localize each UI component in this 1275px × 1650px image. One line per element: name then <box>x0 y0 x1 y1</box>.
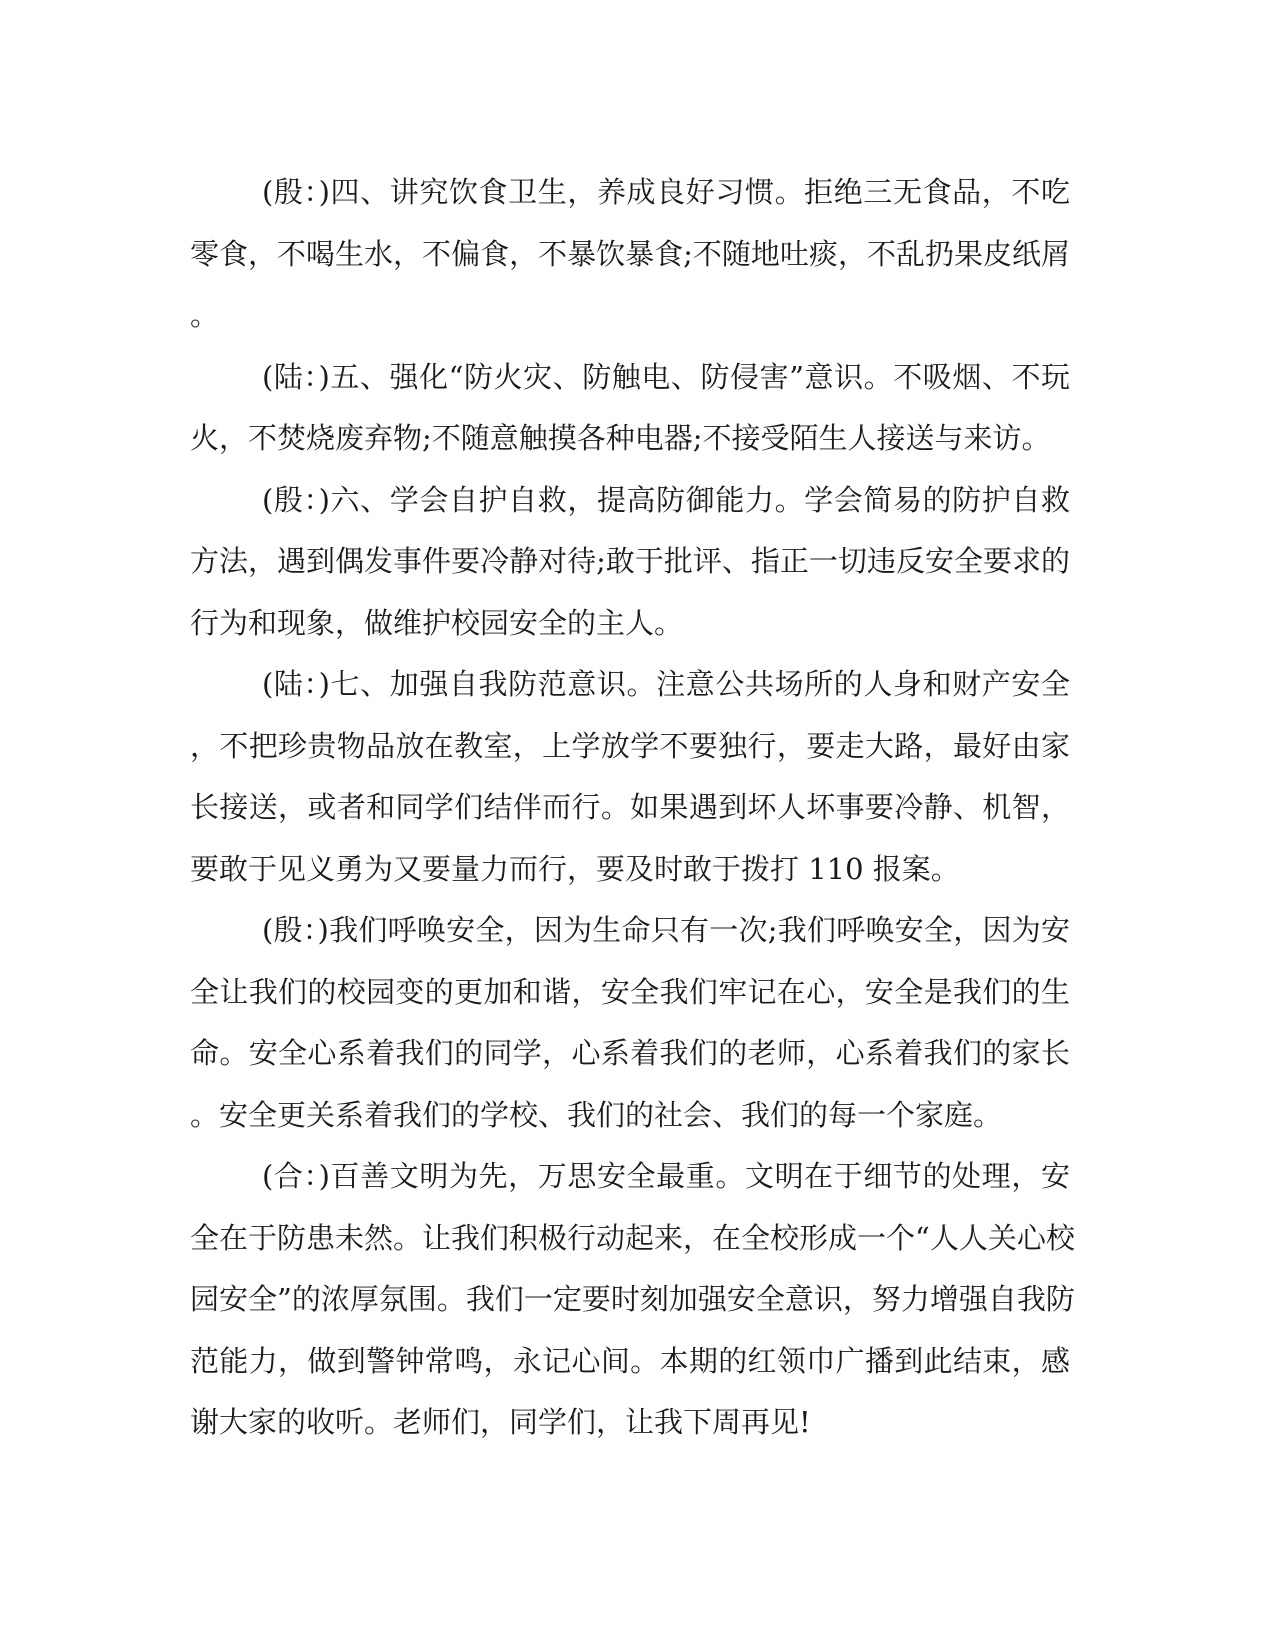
text-line: 要敢于见义勇为又要量力而行，要及时敢于拨打 110 报案。 <box>190 851 960 886</box>
text-line: (殷：)六、学会自护自救，提高防御能力。学会简易的防护自救 <box>262 482 1070 517</box>
paragraph-hygiene <box>190 162 1070 347</box>
text-line: 全在于防患未然。让我们积极行动起来，在全校形成一个“人人关心校 <box>190 1220 1075 1255</box>
text-line: 谢大家的收听。老师们，同学们，让我下周再见! <box>190 1405 811 1439</box>
text-line: ，不把珍贵物品放在教室，上学放学不要独行，要走大路，最好由家 <box>190 728 1070 763</box>
text-line: (殷：)四、讲究饮食卫生，养成良好习惯。拒绝三无食品，不吃 <box>262 175 1070 209</box>
text-line: 范能力，做到警钟常鸣，永记心间。本期的红领巾广播到此结束，感 <box>190 1343 1070 1378</box>
text-line: 。 <box>190 298 220 332</box>
text-line: 命。安全心系着我们的同学，心系着我们的老师，心系着我们的家长 <box>190 1036 1070 1070</box>
paragraph-closing <box>190 1146 1075 1454</box>
text-line: 火，不焚烧废弃物;不随意触摸各种电器;不接受陌生人接送与来访。 <box>190 421 1051 455</box>
text-line: (陆：)七、加强自我防范意识。注意公共场所的人身和财产安全 <box>262 667 1070 701</box>
document-body <box>190 162 1075 1454</box>
text-line: (陆：)五、强化“防火灾、防触电、防侵害”意识。不吸烟、不玩 <box>262 359 1070 394</box>
paragraph-fire-safety <box>190 347 1070 470</box>
paragraph-self-rescue <box>190 470 1070 655</box>
text-line: 全让我们的校园变的更加和谐，安全我们牢记在心，安全是我们的生 <box>190 974 1070 1009</box>
text-line: 零食，不喝生水，不偏食，不暴饮暴食;不随地吐痰，不乱扔果皮纸屑 <box>190 236 1070 271</box>
paragraph-call-for-safety <box>190 900 1070 1146</box>
text-line: 长接送，或者和同学们结伴而行。如果遇到坏人坏事要冷静、机智， <box>190 790 1070 824</box>
text-line: 。安全更关系着我们的学校、我们的社会、我们的每一个家庭。 <box>190 1097 1003 1132</box>
text-line: 方法，遇到偶发事件要冷静对待;敢于批评、指正一切违反安全要求的 <box>190 544 1070 578</box>
text-line: 行为和现象，做维护校园安全的主人。 <box>190 605 684 640</box>
paragraph-self-protection <box>190 654 1070 900</box>
text-line: 园安全”的浓厚氛围。我们一定要时刻加强安全意识，努力增强自我防 <box>190 1282 1075 1316</box>
text-line: (殷：)我们呼唤安全，因为生命只有一次;我们呼唤安全，因为安 <box>262 913 1070 947</box>
text-line: (合：)百善文明为先，万思安全最重。文明在于细节的处理，安 <box>262 1159 1070 1193</box>
